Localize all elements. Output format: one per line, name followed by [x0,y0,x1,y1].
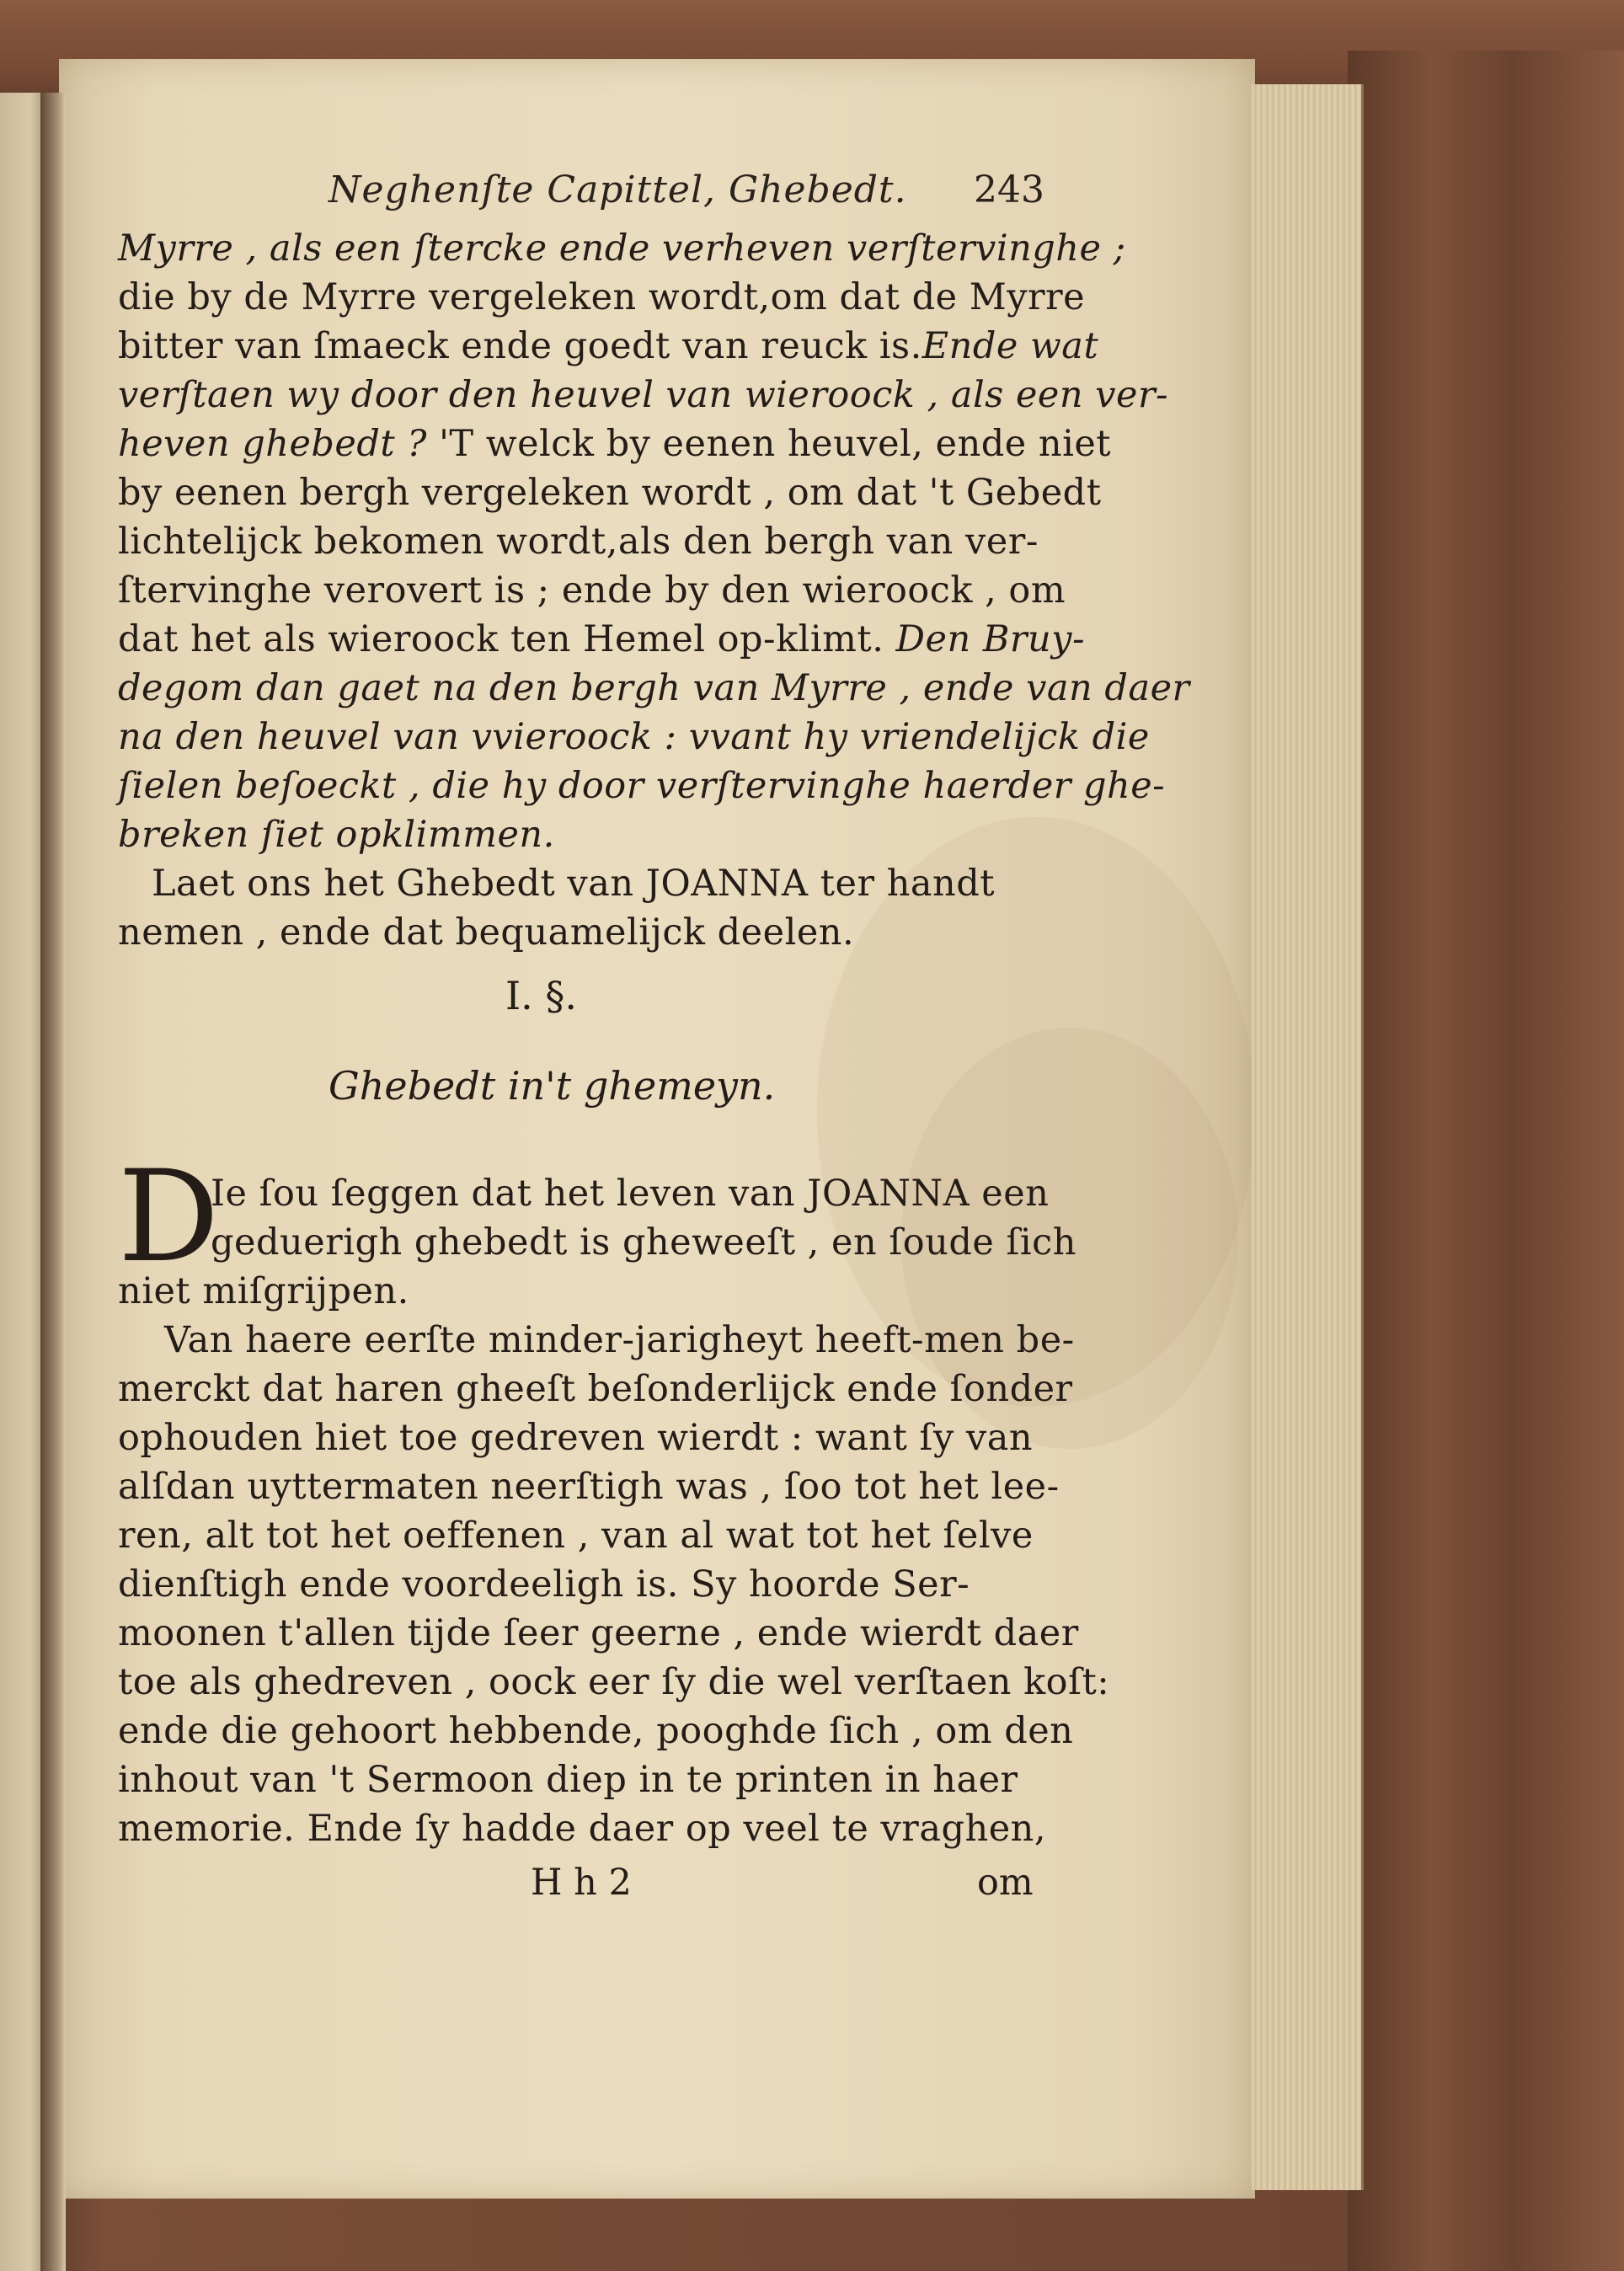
book-cover-right [1348,51,1624,2271]
text-line: ſielen beſoeckt , die hy door verſtervinghe haerder ghe- [118,765,1166,807]
section-number: I. §. [505,973,578,1018]
text-line: breken ſiet opklimmen. [118,814,555,856]
text-line: die by de Myrre vergeleken wordt,om dat de Myrre [118,276,1086,318]
text-line: by eenen bergh vergeleken wordt , om dat 't Gebedt [118,472,1102,514]
text-line: ophouden hiet toe gedreven wierdt : want ſy van [118,1417,1034,1459]
catchword: om [977,1862,1034,1904]
text-line: toe als ghedreven , oock eer ſy die wel verſtaen koſt: [118,1661,1110,1703]
text-line: lichtelijck bekomen wordt,als den bergh van ver- [118,521,1039,563]
text-line: memorie. Ende ſy hadde daer op veel te vraghen, [118,1808,1047,1850]
text-line: moonen t'allen tijde ſeer geerne , ende wierdt daer [118,1612,1079,1654]
text-line: geduerigh ghebedt is gheweeſt , en ſoude ſich [211,1221,1076,1264]
text-line: inhout van 't Sermoon diep in te printen in haer [118,1759,1018,1801]
text-line: verſtaen wy door den heuvel van wieroock , als een ver- [118,374,1169,416]
page-number: 243 [974,168,1044,211]
text-line: niet miſgrijpen. [118,1270,409,1312]
text-line: nemen , ende dat bequamelijck deelen. [118,911,855,954]
text-line: heven ghebedt ? 'T welck by eenen heuvel, ende niet [118,423,1112,465]
drop-cap: D [118,1144,220,1290]
text-line: na den heuvel van vvieroock : vvant hy vriendelijck die [118,716,1150,758]
text-line: degom dan gaet na den bergh van Myrre , ende van daer [118,667,1190,709]
text-line: ſtervinghe verovert is ; ende by den wieroock , om [118,569,1066,612]
section-title: Ghebedt in't ghemeyn. [329,1063,776,1109]
text-line: dienſtigh ende voordeeligh is. Sy hoorde Ser- [118,1563,970,1606]
page-gutter [40,93,66,2271]
text-line: merckt dat haren gheeſt beſonderlijck ende ſonder [118,1368,1073,1410]
text-line: dat het als wieroock ten Hemel op-klimt. Den Bruy- [118,618,1085,660]
text-line: ende die gehoort hebbende, pooghde ſich , om den [118,1710,1074,1752]
text-line: bitter van ſmaeck ende goedt van reuck is.Ende wat [118,325,1099,367]
text-line: alſdan uyttermaten neerſtigh was , ſoo tot het lee- [118,1466,1060,1508]
text-line: Van haere eerſte minder-jarigheyt heeft-men be- [164,1319,1075,1361]
text-line: Ie ſou ſeggen dat het leven van JOANNA een [211,1173,1050,1215]
page-fore-edge [1252,84,1364,2190]
chapter-title: Neghenſte Capittel, Ghebedt. [329,168,907,211]
text-line: Myrre , als een ſtercke ende verheven verſtervinghe ; [118,227,1126,270]
text-line: Laet ons het Ghebedt van JOANNA ter handt [152,863,996,905]
running-head [329,168,1044,219]
text-line: ren, alt tot het oeffenen , van al wat tot het ſelve [118,1515,1034,1557]
signature-mark: H h 2 [531,1862,632,1904]
